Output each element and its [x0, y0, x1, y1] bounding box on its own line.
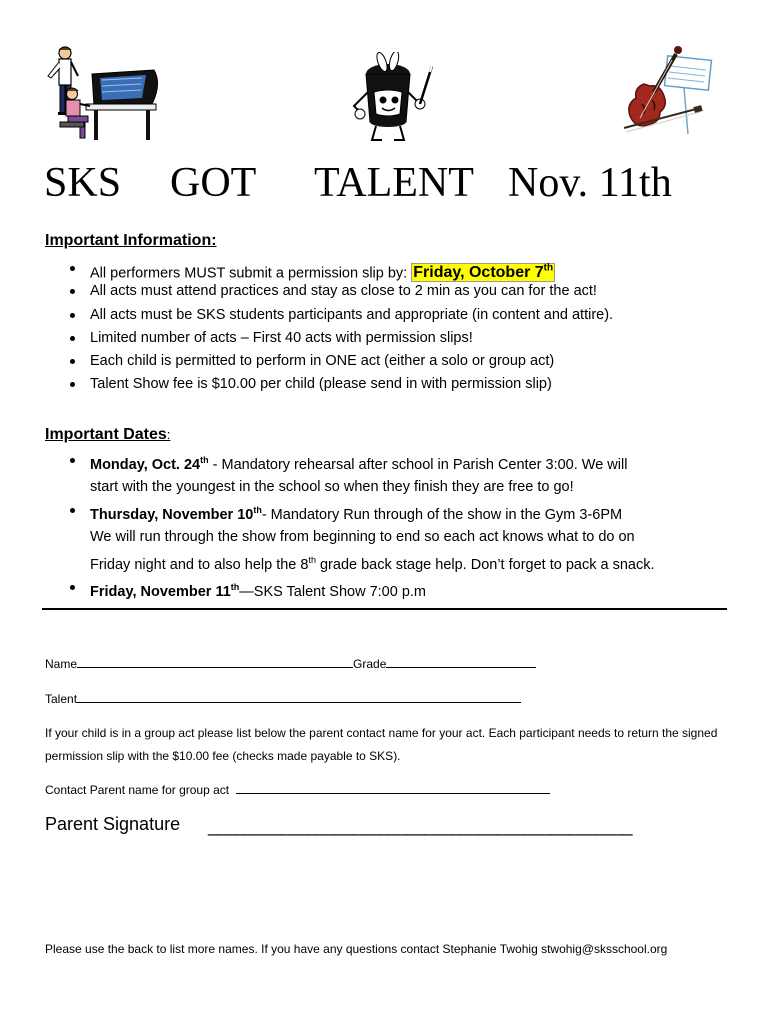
- important-dates-heading: Important Dates:: [45, 426, 171, 443]
- name-label: Name: [45, 657, 78, 671]
- contact-row: [45, 781, 550, 797]
- group-act-note: If your child is in a group act please list below the parent contact name for your act. Each participant needs to return the signed permission slip with the $10.00 fee (checks made payable to SKS).: [45, 726, 718, 763]
- list-item: Friday, November 11th—SKS Talent Show 7:00 p.m: [68, 576, 655, 603]
- list-item: Monday, Oct. 24th - Mandatory rehearsal after school in Parish Center 3:00. We will start with the youngest in the school so when they finish they are free to go!: [68, 449, 655, 499]
- parent-signature-field[interactable]: _______________________________________________: [208, 816, 632, 836]
- list-item: Thursday, November 10th- Mandatory Run through of the show in the Gym 3-6PM We will run through the show from beginning to end so each act knows what to do on Friday night and to also help the 8th grade back stage help. Don’t forget to pack a snack.: [68, 499, 655, 576]
- list-item: All acts must attend practices and stay as close to 2 min as you can for the act!: [68, 280, 613, 303]
- contact-parent-label: Contact Parent name for group act: [45, 783, 230, 797]
- name-grade-row: [45, 655, 536, 671]
- title-talent: TALENT: [314, 160, 474, 206]
- dates-list: [68, 449, 655, 603]
- name-field[interactable]: [77, 655, 353, 668]
- talent-field[interactable]: [77, 690, 521, 703]
- parent-signature-label: Parent Signature: [45, 814, 181, 834]
- contact-parent-field[interactable]: [236, 781, 550, 794]
- information-list: [68, 257, 613, 397]
- important-information-heading: Important Information:: [45, 232, 217, 249]
- talent-label: Talent: [45, 692, 78, 706]
- title-sks: SKS: [44, 160, 122, 206]
- title-date: Nov. 11th: [508, 160, 672, 206]
- list-item: All acts must be SKS students participants and appropriate (in content and attire).: [68, 304, 613, 327]
- list-item: Limited number of acts – First 40 acts with permission slips!: [68, 327, 613, 350]
- title-got: GOT: [170, 160, 257, 206]
- list-item: Talent Show fee is $10.00 per child (please send in with permission slip): [68, 373, 613, 396]
- piano-player-icon: [42, 44, 162, 144]
- deadline-highlight: Friday, October 7th: [413, 263, 554, 282]
- grade-field[interactable]: [386, 655, 536, 668]
- grade-label: Grade: [353, 657, 387, 671]
- violin-icon: [614, 44, 714, 144]
- footer-note: Please use the back to list more names. If you have any questions contact Stephanie Twohig stwohig@sksschool.org: [45, 942, 668, 956]
- talent-row: [45, 690, 521, 706]
- list-item: All performers MUST submit a permission slip by: Friday, October 7th: [68, 257, 613, 280]
- magic-hat-icon: [340, 52, 440, 148]
- divider: [42, 608, 727, 610]
- list-item: Each child is permitted to perform in ONE act (either a solo or group act): [68, 350, 613, 373]
